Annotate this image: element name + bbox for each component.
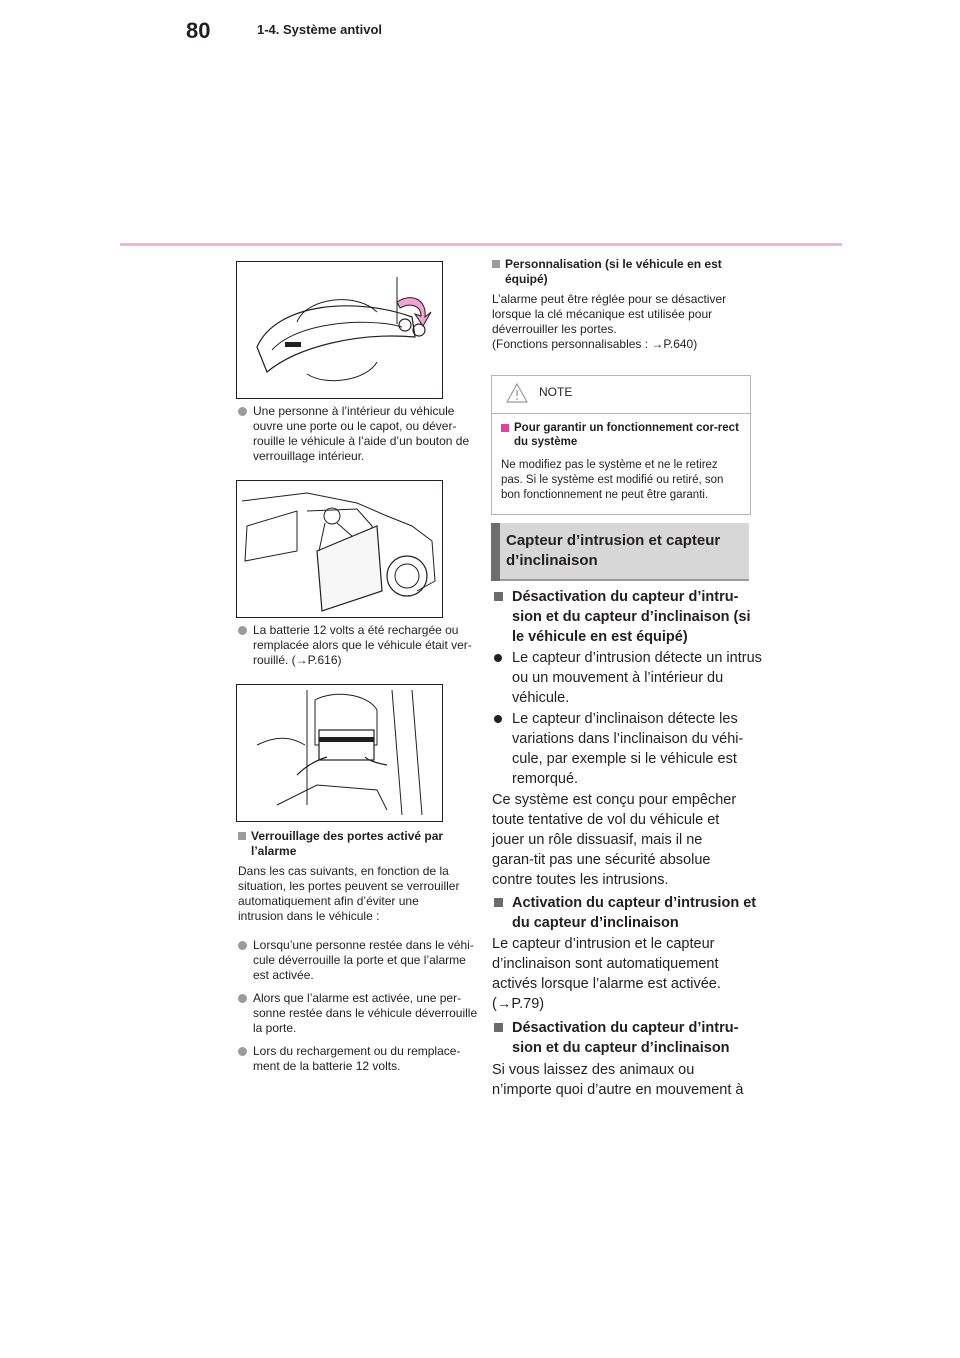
bullet-icon <box>238 407 247 416</box>
bullet-icon <box>238 626 247 635</box>
square-bullet-icon <box>238 832 246 840</box>
section-bar <box>491 523 500 581</box>
list-item: Une personne à l’intérieur du véhicule ouvre une porte ou le capot, ou déver-rouille le véhicule à l’aide d’un bouton de verrouillage intérieur. <box>238 404 478 464</box>
sub-heading: Personnalisation (si le véhicule en est équipé) <box>492 257 750 287</box>
reference: (Fonctions personnalisables : →P.640) <box>492 337 698 351</box>
page-number: 80 <box>186 18 211 43</box>
bullet-icon <box>238 941 247 950</box>
warning-icon <box>506 383 528 403</box>
sub-heading: Désactivation du capteur d’intru-sion et du capteur d’inclinaison <box>494 1018 762 1058</box>
list-item: Lors du rechargement ou du remplace-ment de la batterie 12 volts. <box>238 1044 478 1074</box>
square-bullet-icon <box>501 424 509 432</box>
battery-replacement-illustration <box>236 684 443 822</box>
bullet-icon <box>238 994 247 1003</box>
sub-heading: Activation du capteur d’intrusion et du capteur d’inclinaison <box>494 893 762 933</box>
paragraph: L’alarme peut être réglée pour se désactiver lorsque la clé mécanique est utilisée pour déverrouiller les portes. <box>492 292 727 336</box>
list-item: La batterie 12 volts a été rechargée ou remplacée alors que le véhicule était ver-rouillé. (→P.616) <box>238 623 478 668</box>
square-bullet-icon <box>494 1023 503 1032</box>
square-bullet-icon <box>494 592 503 601</box>
paragraph: Dans les cas suivants, en fonction de la situation, les portes peuvent se verrouiller automatiquement afin d’éviter une intrusion dans le véhicule : <box>238 864 460 923</box>
square-bullet-icon <box>494 898 503 907</box>
section-title: Capteur d’intrusion et capteur d’inclinaison <box>506 532 721 569</box>
paragraph: Ce système est conçu pour empêcher toute tentative de vol du véhicule et jouer un rôle dissuasif, mais il ne garan-tit pas une sécurité absolue contre toutes les intrusions. <box>492 792 737 888</box>
note-header <box>492 376 750 414</box>
sub-heading: Verrouillage des portes activé par l’alarme <box>238 829 476 859</box>
bullet-icon <box>494 715 502 723</box>
list-item: Lorsqu’une personne restée dans le véhi-cule déverrouille la porte et que l’alarme est activée. <box>238 938 478 983</box>
door-handle-illustration <box>236 261 443 399</box>
sub-heading: Désactivation du capteur d’intru-sion et du capteur d’inclinaison (si le véhicule en est équipé) <box>494 587 762 647</box>
bullet-icon <box>238 1047 247 1056</box>
bullet-icon <box>494 654 502 662</box>
list-item: Le capteur d’inclinaison détecte les variations dans l’inclinaison du véhi-cule, par exemple si le véhicule est remorqué. <box>494 709 762 789</box>
header-rule <box>120 243 842 246</box>
note-text: Ne modifiez pas le système et ne le retirez pas. Si le système est modifié ou retiré, son bon fonctionnement ne peut être garanti. <box>501 459 724 501</box>
note-title: NOTE <box>539 385 573 399</box>
list-item: Alors que l’alarme est activée, une per-sonne restée dans le véhicule déverrouille la porte. <box>238 991 481 1036</box>
paragraph: Le capteur d’intrusion et le capteur d’inclinaison sont automatiquement activés lorsque l’alarme est activée. (→P.79) <box>492 936 721 1012</box>
paragraph: Si vous laissez des animaux ou n’importe quoi d’autre en mouvement à <box>492 1062 744 1098</box>
open-door-illustration <box>236 480 443 618</box>
square-bullet-icon <box>492 260 500 268</box>
chapter-title: 1-4. Système antivol <box>257 22 382 37</box>
list-item: Le capteur d’intrusion détecte un intrus ou un mouvement à l’intérieur du véhicule. <box>494 648 762 708</box>
note-subheading: Pour garantir un fonctionnement cor-rect du système <box>501 421 752 449</box>
section-header <box>491 523 749 581</box>
